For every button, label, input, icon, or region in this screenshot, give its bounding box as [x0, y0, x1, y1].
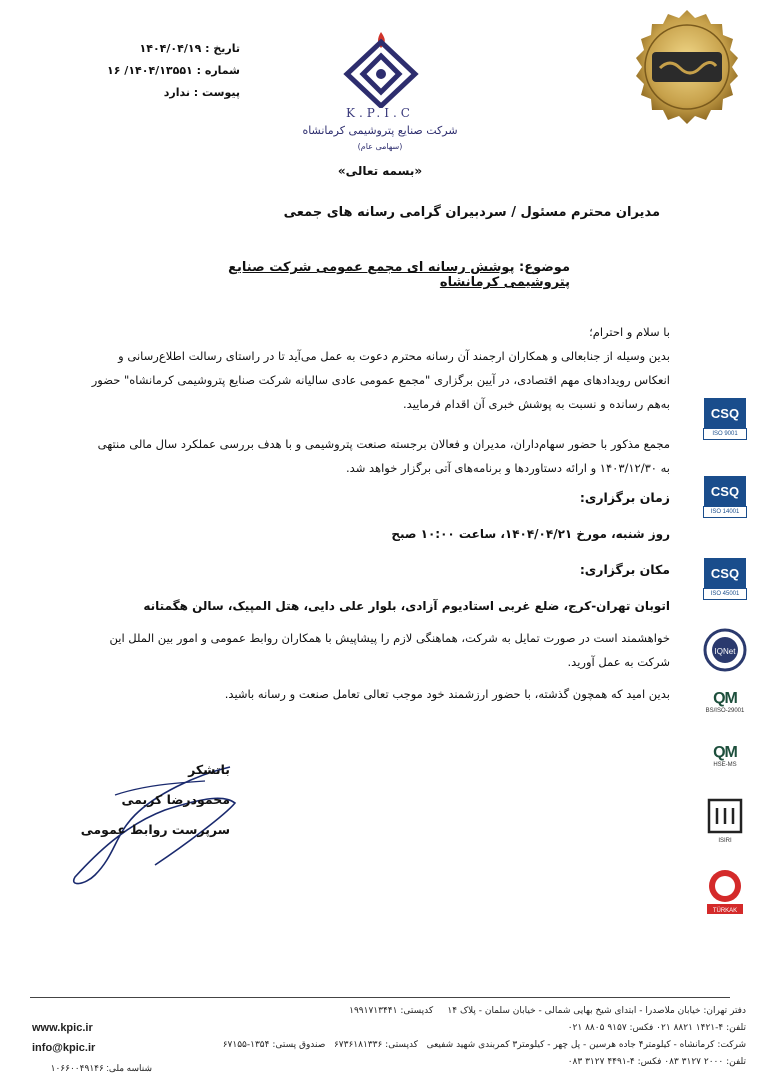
letter-date: تاریخ : ۱۴۰۴/۰۴/۱۹: [139, 42, 240, 55]
letter-number: شماره : ۱۴۰۴/۱۳۵۵۱/ ۱۶: [107, 64, 240, 77]
paragraph-closing: بدین امید که همچون گذشته، با حضور ارزشمند خود موجب تعالی تعامل صنعت و رسانه باشید.: [224, 687, 670, 701]
qm-logo-icon: QM: [713, 744, 737, 761]
letter-meta: [107, 38, 240, 104]
cert-label: HSE-MS: [713, 762, 737, 768]
footer-contact: [32, 1018, 152, 1078]
tehran-phone: تلفن: ۴-۱۴۲۱ ۸۸۲۱ ۰۲۱ فکس: ۹۱۵۷ ۸۸۰۵ ۰۲۱: [567, 1023, 746, 1033]
bismillah: «بسمه تعالی»: [337, 164, 423, 178]
place-heading: مکان برگزاری:: [579, 562, 670, 577]
turkak-logo-icon: [703, 868, 747, 916]
quality-seal-icon: [628, 8, 746, 126]
kermanshah-line: [160, 1037, 746, 1054]
subject-label: موضوع:: [519, 260, 570, 275]
signatory-title: سرپرست روابط عمومی: [80, 822, 230, 837]
website-link[interactable]: www.kpic.ir: [32, 1022, 93, 1034]
kermanshah-address: شرکت: کرمانشاه - کیلومتر۴ جاده هرسین - پل چهر - کیلومتر۳ کمربندی شهید شفیعی: [426, 1040, 746, 1050]
csq-logo-icon: CSQ: [704, 476, 746, 506]
company-type: (سهامی عام): [357, 142, 403, 151]
cert-turkak: [700, 868, 750, 916]
footer-addresses: [160, 1003, 746, 1071]
cert-iso9001: [700, 398, 750, 440]
subject-text: پوشش رسانه ای مجمع عمومی شرکت صنایع پتروشیمی کرمانشاه: [228, 260, 570, 290]
cert-qm-29001: [700, 690, 750, 714]
tehran-office-line: [160, 1003, 746, 1020]
turkak-brand: TÜRKAK: [712, 908, 738, 914]
csq-logo-icon: CSQ: [704, 558, 746, 588]
national-id: شناسه ملی: ۱۰۶۶۰۰۴۹۱۴۶: [50, 1063, 152, 1073]
cert-iso45001: [700, 558, 750, 600]
signature-block: [60, 755, 230, 845]
kermanshah-postcode: کدپستی: ۶۷۳۶۱۸۱۳۳۶: [333, 1040, 418, 1050]
kermanshah-phone: تلفن: ۲۰۰۰ ۳۱۲۷ ۰۸۳ فکس: ۴-۴۴۹۱ ۳۱۲۷ ۰۸۳: [567, 1057, 746, 1067]
cert-iqnet: [700, 628, 750, 672]
tehran-postcode: کدپستی: ۱۹۹۱۷۱۳۴۴۱: [349, 1006, 434, 1016]
cert-label: ISO 9001: [703, 428, 747, 440]
paragraph-coordination: خواهشمند است در صورت تمایل به شرکت، هماهنگی لازم را پیشاپیش با همکاران روابط عمومی و امور بین الملل این شرکت به عمل آورید.: [109, 631, 670, 669]
time-text: روز شنبه، مورخ ۱۴۰۴/۰۴/۲۱، ساعت ۱۰:۰۰ صبح: [391, 527, 670, 541]
kermanshah-pobox: صندوق پستی: ۱۳۵۴-۶۷۱۵۵: [222, 1040, 326, 1050]
letter-attachment: پیوست : ندارد: [163, 86, 240, 99]
qm-logo-icon: QM: [713, 690, 737, 707]
paragraph-assembly: مجمع مذکور با حضور سهام‌داران، مدیران و فعالان برجسته صنعت پتروشیمی و با هدف بررسی عملکرد سال مالی منتهی به ۱۴۰۳/۱۲/۳۰ و ارائه دستاوردها و برنامه‌های آتی برگزار خواهد شد.: [97, 437, 670, 475]
signature-closing: باتشکر: [188, 762, 230, 777]
signatory-name: محمودرضا کریمی: [121, 792, 230, 807]
cert-label: ISO 45001: [703, 588, 747, 600]
tehran-office: دفتر تهران: خیابان ملاصدرا - ابتدای شیخ بهایی شمالی - خیابان سلمان - پلاک ۱۴: [447, 1006, 746, 1016]
iqnet-logo-icon: [703, 628, 747, 672]
greeting: با سلام و احترام؛: [589, 325, 670, 339]
csq-logo-icon: CSQ: [704, 398, 746, 428]
addressee: مدیران محترم مسئول / سردبیران گرامی رسانه های جمعی: [283, 205, 660, 220]
subject-line: [180, 260, 570, 290]
paragraph-invitation: بدین وسیله از جنابعالی و همکاران ارجمند آن رسانه محترم دعوت به عمل می‌آید تا در راستای رسالت اطلاع‌رسانی و انعکاس رویدادهای مهم اقتصادی، در آیین برگزاری "مجمع عمومی عادی سالیانه شرکت صنایع پتروشیمی کرمانشاه" حضور به‌هم رسانده و نسبت به پوشش خبری آن اقدام فرمایید.: [91, 349, 670, 411]
time-heading: زمان برگزاری:: [579, 490, 670, 505]
cert-isiri: [700, 798, 750, 844]
company-name: شرکت صنایع پتروشیمی کرمانشاه: [302, 124, 458, 137]
footer-divider: [30, 997, 730, 998]
logo-text: K.P.I.C: [346, 106, 414, 120]
isiri-logo-icon: [705, 798, 745, 838]
iqnet-brand: IQNet: [714, 647, 736, 656]
cert-iso14001: [700, 476, 750, 518]
place-text: اتوبان تهران-کرج، ضلع غربی استادیوم آزادی، بلوار علی دایی، هتل المپیک، سالن هگمتانه: [143, 599, 670, 613]
kpic-logo-icon: [335, 28, 427, 108]
email-link[interactable]: info@kpic.ir: [32, 1042, 96, 1054]
cert-label: BS/ISO-29001: [705, 708, 745, 714]
cert-qm-hse: [700, 744, 750, 768]
cert-label: ISIRI: [718, 838, 732, 844]
cert-label: ISO 14001: [703, 506, 747, 518]
